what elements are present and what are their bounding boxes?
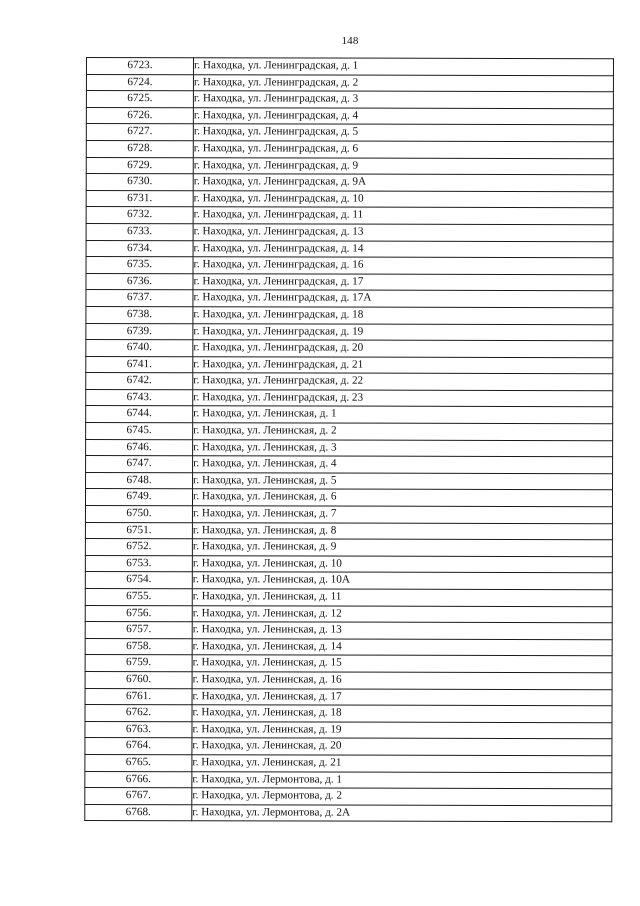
row-number-cell: 6764. [85,738,192,755]
row-number-cell: 6755. [85,588,192,605]
table-row [86,223,613,241]
address-cell: г. Находка, ул. Ленинская, д. 14 [192,639,612,657]
table-row [86,389,613,407]
row-number-cell: 6747. [86,456,193,473]
address-cell: г. Находка, ул. Ленинская, д. 3 [193,439,613,457]
table-row [85,771,612,789]
row-number-cell: 6736. [86,273,193,290]
address-cell: г. Находка, ул. Ленинградская, д. 3 [193,91,613,109]
row-number-cell: 6725. [86,91,193,108]
address-cell: г. Находка, ул. Ленинская, д. 21 [192,755,612,773]
table-row [85,655,612,673]
table-row [86,240,613,258]
address-cell: г. Находка, ул. Ленинская, д. 20 [192,738,612,756]
row-number-cell: 6767. [85,788,192,805]
row-number-cell: 6727. [86,124,193,141]
row-number-cell: 6748. [86,472,193,489]
row-number-cell: 6745. [86,423,193,440]
page-number: 148 [341,35,359,47]
address-cell: г. Находка, ул. Ленинградская, д. 20 [193,340,613,358]
row-number-cell: 6729. [86,157,193,174]
row-number-cell: 6723. [86,58,193,75]
row-number-cell: 6744. [86,406,193,423]
row-number-cell: 6754. [85,572,192,589]
address-cell: г. Находка, ул. Ленинградская, д. 17 [193,273,613,291]
address-cell: г. Находка, ул. Ленинская, д. 19 [192,721,612,739]
address-cell: г. Находка, ул. Ленинградская, д. 22 [193,373,613,391]
address-table-container [86,57,614,821]
table-row [86,306,613,324]
table-row [86,257,613,275]
address-cell: г. Находка, ул. Ленинская, д. 11 [192,589,612,607]
row-number-cell: 6734. [86,240,193,257]
table-row [86,74,613,92]
table-row [86,157,613,175]
table-row [85,671,612,689]
address-cell: г. Находка, ул. Ленинская, д. 9 [192,539,612,557]
table-row [86,58,613,76]
row-number-cell: 6760. [85,671,192,688]
table-row [86,406,613,424]
address-cell: г. Находка, ул. Ленинская, д. 8 [192,522,612,540]
address-cell: г. Находка, ул. Ленинградская, д. 13 [193,224,613,242]
address-cell: г. Находка, ул. Ленинская, д. 5 [193,473,613,491]
row-number-cell: 6758. [85,638,192,655]
table-row [86,190,613,208]
address-cell: г. Находка, ул. Ленинская, д. 17 [192,688,612,706]
table-row [85,489,612,507]
table-row [85,539,612,557]
table-row [85,705,612,723]
address-cell: г. Находка, ул. Ленинская, д. 16 [192,672,612,690]
table-row [86,91,613,109]
row-number-cell: 6756. [85,605,192,622]
address-cell: г. Находка, ул. Ленинградская, д. 16 [193,257,613,275]
row-number-cell: 6763. [85,721,192,738]
address-cell: г. Находка, ул. Ленинская, д. 2 [193,423,613,441]
address-cell: г. Находка, ул. Ленинская, д. 12 [192,605,612,623]
row-number-cell: 6726. [86,107,193,124]
table-row [86,373,613,391]
table-row [86,472,613,490]
address-cell: г. Находка, ул. Ленинская, д. 10А [192,572,612,590]
row-number-cell: 6728. [86,140,193,157]
row-number-cell: 6766. [85,771,192,788]
table-row [86,456,613,474]
table-row [86,290,613,308]
address-table-body [85,58,614,823]
address-cell: г. Находка, ул. Ленинградская, д. 6 [193,141,613,159]
row-number-cell: 6759. [85,655,192,672]
table-row [85,754,612,772]
row-number-cell: 6740. [86,340,193,357]
row-number-cell: 6752. [85,539,192,556]
address-cell: г. Находка, ул. Ленинская, д. 6 [192,489,612,507]
row-number-cell: 6730. [86,174,193,191]
address-cell: г. Находка, ул. Ленинградская, д. 21 [193,356,613,374]
row-number-cell: 6724. [86,74,193,91]
table-row [85,555,612,573]
address-table [84,57,614,823]
address-cell: г. Находка, ул. Ленинградская, д. 5 [193,124,613,142]
address-cell: г. Находка, ул. Ленинская, д. 10 [192,556,612,574]
table-row [85,522,612,540]
address-cell: г. Находка, ул. Ленинградская, д. 14 [193,240,613,258]
row-number-cell: 6768. [85,804,192,821]
table-row [86,207,613,225]
row-number-cell: 6751. [85,522,192,539]
address-cell: г. Находка, ул. Лермонтова, д. 2 [192,788,612,806]
row-number-cell: 6761. [85,688,192,705]
table-row [85,605,612,623]
address-cell: г. Находка, ул. Ленинградская, д. 9 [193,157,613,175]
row-number-cell: 6732. [86,207,193,224]
row-number-cell: 6741. [86,356,193,373]
row-number-cell: 6735. [86,257,193,274]
address-cell: г. Находка, ул. Лермонтова, д. 1 [192,771,612,789]
row-number-cell: 6739. [86,323,193,340]
row-number-cell: 6746. [86,439,193,456]
table-row [85,721,612,739]
address-cell: г. Находка, ул. Ленинградская, д. 11 [193,207,613,225]
table-row [85,738,612,756]
row-number-cell: 6743. [86,389,193,406]
table-row [85,572,612,590]
row-number-cell: 6765. [85,754,192,771]
table-row [86,356,613,374]
address-cell: г. Находка, ул. Ленинградская, д. 17А [193,290,613,308]
table-row [86,273,613,291]
address-cell: г. Находка, ул. Ленинградская, д. 1 [193,58,613,76]
address-cell: г. Находка, ул. Ленинградская, д. 9А [193,174,613,192]
row-number-cell: 6731. [86,190,193,207]
table-row [85,588,612,606]
table-row [85,638,612,656]
address-cell: г. Находка, ул. Ленинская, д. 4 [193,456,613,474]
row-number-cell: 6762. [85,705,192,722]
table-row [85,622,612,640]
address-cell: г. Находка, ул. Ленинградская, д. 4 [193,108,613,126]
row-number-cell: 6749. [85,489,192,506]
table-row [86,140,613,158]
address-cell: г. Находка, ул. Ленинградская, д. 18 [193,307,613,325]
address-cell: г. Находка, ул. Ленинская, д. 18 [192,705,612,723]
row-number-cell: 6737. [86,290,193,307]
address-cell: г. Находка, ул. Ленинградская, д. 2 [193,74,613,92]
row-number-cell: 6750. [85,506,192,523]
address-cell: г. Находка, ул. Лермонтова, д. 2А [192,804,612,822]
table-row [85,788,612,806]
table-row [86,124,613,142]
table-row [86,340,613,358]
row-number-cell: 6733. [86,223,193,240]
table-row [86,107,613,125]
address-cell: г. Находка, ул. Ленинская, д. 15 [192,655,612,673]
address-cell: г. Находка, ул. Ленинская, д. 7 [192,506,612,524]
table-row [85,804,612,822]
table-row [85,506,612,524]
row-number-cell: 6742. [86,373,193,390]
address-cell: г. Находка, ул. Ленинская, д. 13 [192,622,612,640]
address-cell: г. Находка, ул. Ленинградская, д. 10 [193,190,613,208]
address-cell: г. Находка, ул. Ленинградская, д. 23 [193,390,613,408]
address-cell: г. Находка, ул. Ленинградская, д. 19 [193,323,613,341]
table-row [86,423,613,441]
table-row [85,688,612,706]
row-number-cell: 6753. [85,555,192,572]
table-row [86,323,613,341]
row-number-cell: 6738. [86,306,193,323]
table-row [86,439,613,457]
table-row [86,174,613,192]
row-number-cell: 6757. [85,622,192,639]
address-cell: г. Находка, ул. Ленинская, д. 1 [193,406,613,424]
